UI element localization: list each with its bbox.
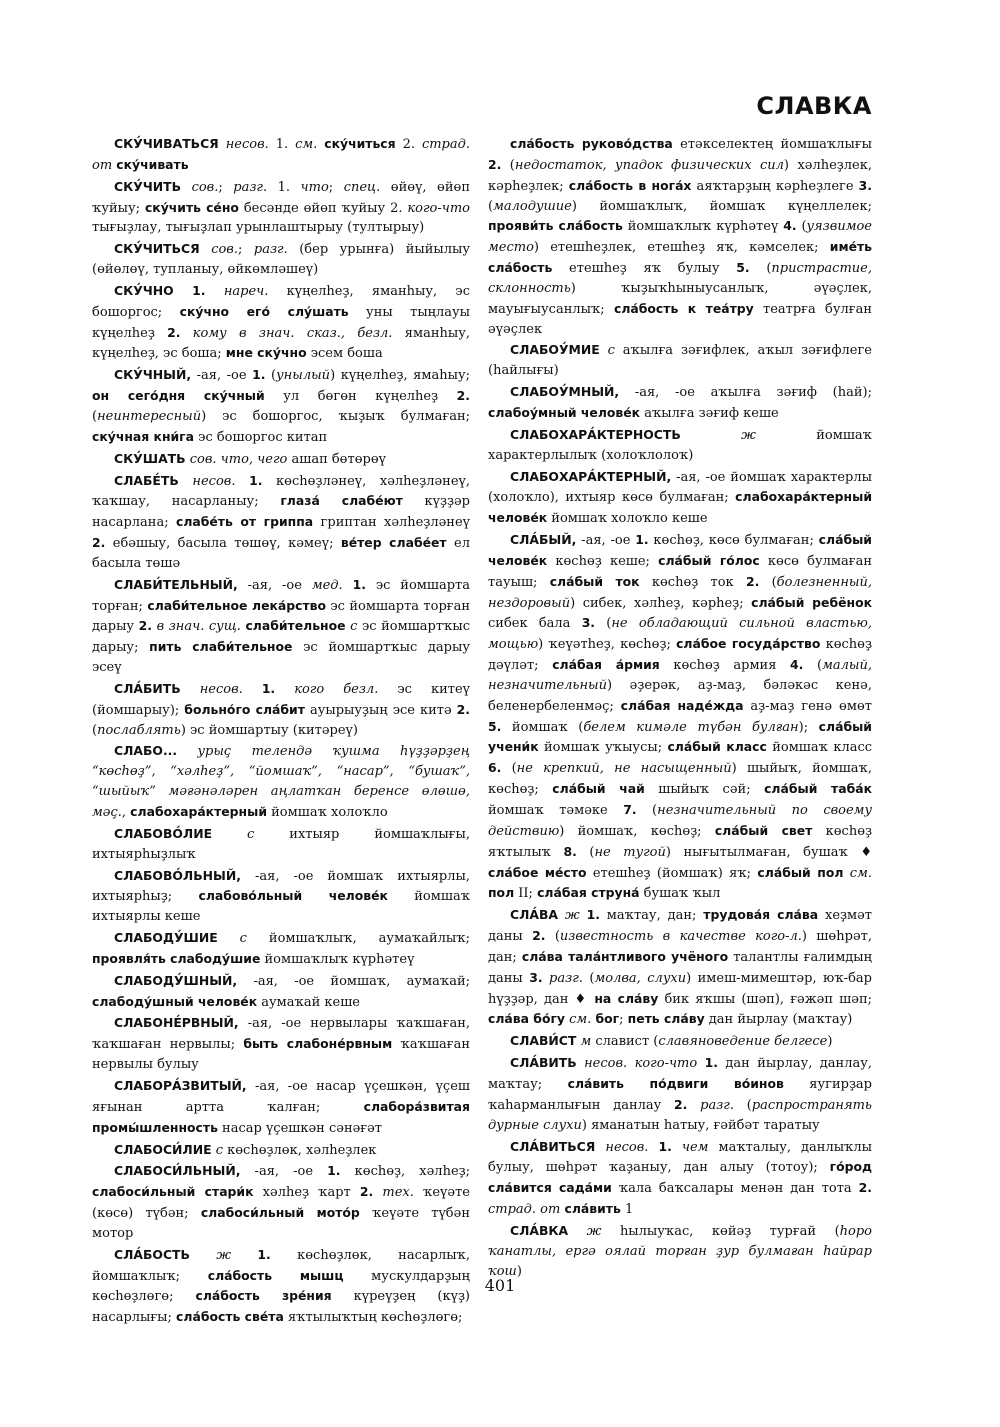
dictionary-entry: СЛА́БИТЬ несов. 1. кого безл. эс китеү (йомшарыу); больно́го сла́бит ауырыуҙың эсе китә 2. (послаблять) эс йомшартыу (китәреү) [92, 680, 470, 738]
dictionary-entry: СЛАБОСИ́ЛИЕ с көсһөҙлөк, хәлһеҙлек [114, 1141, 377, 1158]
left-column [92, 134, 470, 1329]
page-number: 401 [484, 1276, 516, 1295]
dictionary-entry: СЛАБОУ́МИЕ с аҡылға зәғифлек, аҡыл зәғифлеге (һайлығы) [488, 342, 872, 379]
dictionary-entry: СКУ́ЧНО 1. нареч. күңелһеҙ, яманһыу, эс бошоргос; ску́чно его́ слу́шать уны тыңлауы күңелһеҙ 2. кому в знач. сказ., безл. яманһыу, күңелһеҙ, эс боша; мне ску́чно эсем боша [92, 282, 470, 362]
dictionary-entry: СЛАБОВО́ЛЬНЫЙ, -ая, -ое йомшаҡ ихтыярлы, ихтыярһыҙ; слабово́льный челове́к йомшаҡ ихтыярлы кеше [92, 867, 471, 925]
dictionary-entry: СЛАБОХАРА́КТЕРНОСТЬ ж йомшаҡ характерлылыҡ (холоҡлолоҡ) [488, 426, 872, 463]
dictionary-entry: СКУ́ЧНЫЙ, -ая, -ое 1. (унылый) күңелһеҙ, ямаһыу; он сего́дня ску́чный ул бөгөн күңелһеҙ 2. (неинтересный) эс бошоргос, ҡыҙыҡ булмаған; ску́чная кни́га эс бошоргос китап [92, 367, 470, 445]
dictionary-entry: СЛАБОВО́ЛИЕ с ихтыяр йомшаҡлығы, ихтыярһыҙлыҡ [92, 825, 470, 862]
dictionary-entry: СЛАБИ́ТЕЛЬНЫЙ, -ая, -ое мед. 1. эс йомшарта торған; слаби́тельное лека́рство эс йомшарта торған дарыу 2. в знач. сущ. слаби́тельное с эс йомшартҡыс дарыу; пить слаби́тельное эс йомшартҡыс дарыу эсеү [92, 576, 470, 676]
dictionary-entry: СЛАБОНЕ́РВНЫЙ, -ая, -ое нервылары ҡаҡшаған, ҡаҡшаған нервылы; быть слабоне́рвным ҡаҡшаған нервылы булыу [92, 1015, 470, 1073]
dictionary-entry: СЛА́ВА ж 1. маҡтау, дан; трудова́я сла́ва хеҙмәт даны 2. (известность в качестве кого-л.) шөһрәт, дан; сла́ва тала́нтливого учёного талантлы ғалимдың даны 3. разг. (молва, слухи) имеш-мимештәр, юҡ-бар һүҙҙәр, дан ♦ на сла́ву бик яҡшы (шәп), ғәжәп шәп; сла́ва бо́гу см. бог; петь сла́ву дан йырлау (маҡтау) [488, 907, 873, 1028]
dictionary-entry: СЛАБОДУ́ШНЫЙ, -ая, -ое йомшаҡ, аумаҡай; слабоду́шный челове́к аумаҡай кеше [92, 972, 470, 1010]
dictionary-entry: СКУ́ШАТЬ сов. что, чего ашап бөтөрөү [114, 450, 387, 467]
dictionary-entry: СКУ́ЧИВАТЬСЯ несов. 1. см. ску́читься 2. страд. от ску́чивать [92, 136, 470, 173]
dictionary-entry: СЛАБЕ́ТЬ несов. 1. көсһөҙләнеү, хәлһеҙләнеү, ҡаҡшау, насарланыу; глаза́ слабе́ют күҙҙәр насарлана; слабе́ть от гриппа гриптан хәлһеҙләнеү 2. ебәшыу, басыла төшөү, кәмеү; ве́тер слабе́ет ел басыла төшә [92, 472, 470, 571]
dictionary-entry: СЛАБОСИ́ЛЬНЫЙ, -ая, -ое 1. көсһөҙ, хәлһеҙ; слабоси́льный стари́к хәлһеҙ ҡарт 2. тех. ҡеүәте (көсө) түбән; слабоси́льный мото́р ҡеүәте түбән мотор [92, 1163, 470, 1241]
running-head: СЛАВКА [756, 92, 872, 120]
right-column [488, 134, 872, 1282]
dictionary-entry: СЛАБОДУ́ШИЕ с йомшаҡлыҡ, аумаҡайлыҡ; проявля́ть слабоду́шие йомшаҡлыҡ күрһәтеү [92, 930, 470, 967]
dictionary-entry: СЛАБОХАРА́КТЕРНЫЙ, -ая, -ое йомшаҡ характерлы (холоҡло), ихтыяр көсө булмаған; слабохара́ктерный челове́к йомшаҡ холоҡло кеше [488, 468, 872, 527]
dictionary-entry: СЛАБОУ́МНЫЙ, -ая, -ое аҡылға зәғиф (һай); слабоу́мный челове́к аҡылға зәғиф кеше [488, 384, 872, 421]
dictionary-entry: СЛА́ВИТЬСЯ несов. 1. чем маҡталыу, данлыҡлы булыу, шөһрәт ҡаҙаныу, дан алыу (тотоу); го́род сла́вится сада́ми ҡала баҡсалары менән дан тота 2. страд. от сла́вить 1 [488, 1138, 873, 1218]
dictionary-entry: СЛАВИ́СТ м славист (славяноведение белгесе) [510, 1033, 833, 1050]
dictionary-entry: сла́бость руково́дства етәкселектең йомшаҡлығы 2. (недостаток, упадок физических сил) хәлһеҙлек, кәрһеҙлек; сла́бость в нога́х аяҡтарҙың кәрһеҙлеге 3. (малодушие) йомшаҡлыҡ, йомшаҡ күңеллелек; прояви́ть сла́бость йомшаҡлыҡ күрһәтеү 4. (уязвимое место) етешһеҙлек, етешһеҙ яҡ, кәмселек; име́ть сла́бость етешһеҙ яҡ булыу 5. (пристрастие, склонность) ҡыҙыҡһыныусанлыҡ, әүәҫлек, мауығыусанлыҡ; сла́бость к теа́тру театрға булған әүәҫлек [488, 136, 872, 337]
dictionary-entry: СЛАБО... урыҫ телендә ҡушма һүҙҙәрҙең “көсһөҙ”, “хәлһеҙ”, “йомшаҡ”, “насар”, “бушаҡ”, “шыйыҡ” мәғәнәләрен аңлатҡан беренсе өлөшө, мәҫ., слабохара́ктерный йомшаҡ холоҡло [92, 743, 470, 820]
dictionary-entry: СКУ́ЧИТЬ сов.; разг. 1. что; спец. өйөү, өйөп ҡуйыу; ску́чить се́но бесәнде өйөп ҡуйыу 2. кого-что тығыҙлау, тығыҙлап урынлаштырыу (тултырыу) [92, 178, 471, 236]
dictionary-entry: СЛА́ВКА ж һылыуҡас, көйәҙ турғай (һоро ҡанатлы, ергә оялай торған ҙур булмаған һайрар ҡош) [488, 1222, 872, 1279]
dictionary-entry: СЛАБОРА́ЗВИТЫЙ, -ая, -ое насар үҫешкән, үҫеш яғынан артта ҡалған; слабора́звитая промы́шленность насар үҫешкән сәнәғәт [92, 1077, 470, 1136]
dictionary-entry: СЛА́БЫЙ, -ая, -ое 1. көсһөҙ, көсө булмаған; сла́бый челове́к көсһөҙ кеше; сла́бый го́лос көсө булмаған тауыш; сла́бый ток көсһөҙ ток 2. (болезненный, нездоровый) сибек, хәлһеҙ, кәрһеҙ; сла́бый ребёнок сибек бала 3. (не обладающий сильной властью, мощью) ҡеүәтһеҙ, көсһөҙ; сла́бое госуда́рство көсһөҙ дәүләт; сла́бая а́рмия көсһөҙ армия 4. (малый, незначительный) әҙерәк, аҙ-маҙ, бәләкәс кенә, беленербеленмәҫ; сла́бая наде́жда аҙ-маҙ генә өмөт 5. йомшаҡ (белем кимәле түбән булған); сла́бый учени́к йомшаҡ уҡыусы; сла́бый класс йомшаҡ класс 6. (не крепкий, не насыщенный) шыйыҡ, йомшаҡ, көсһөҙ; сла́бый чай шыйыҡ сәй; сла́бый таба́к йомшаҡ тәмәке 7. (незначительный по своему действию) йомшаҡ, көсһөҙ; сла́бый свет көсһөҙ яҡтылыҡ 8. (не тугой) нығытылмаған, бушаҡ ♦ сла́бое ме́сто етешһеҙ (йомшаҡ) яҡ; сла́бый пол см. пол II; сла́бая струна́ бушаҡ ҡыл [488, 532, 873, 902]
dictionary-entry: СЛА́ВИТЬ несов. кого-что 1. дан йырлау, данлау, маҡтау; сла́вить по́двиги во́инов яугирҙар ҡаһарманлығын данлау 2. разг. (распространять дурные слухи) яманатын һатыу, ғәйбәт таратыу [488, 1055, 872, 1133]
dictionary-entry: СКУ́ЧИТЬСЯ сов.; разг. (бер урынға) йыйылыу (өйөлөү, тупланыу, өйкөмләшеү) [92, 241, 470, 278]
dictionary-entry: СЛА́БОСТЬ ж 1. көсһөҙлөк, насарлыҡ, йомшаҡлыҡ; сла́бость мышц мускулдарҙың көсһөҙлөгө; сла́бость зре́ния күреүҙең (күҙ) насарлығы; сла́бость све́та яҡтылыҡтың көсһөҙлөгө; [92, 1246, 471, 1326]
